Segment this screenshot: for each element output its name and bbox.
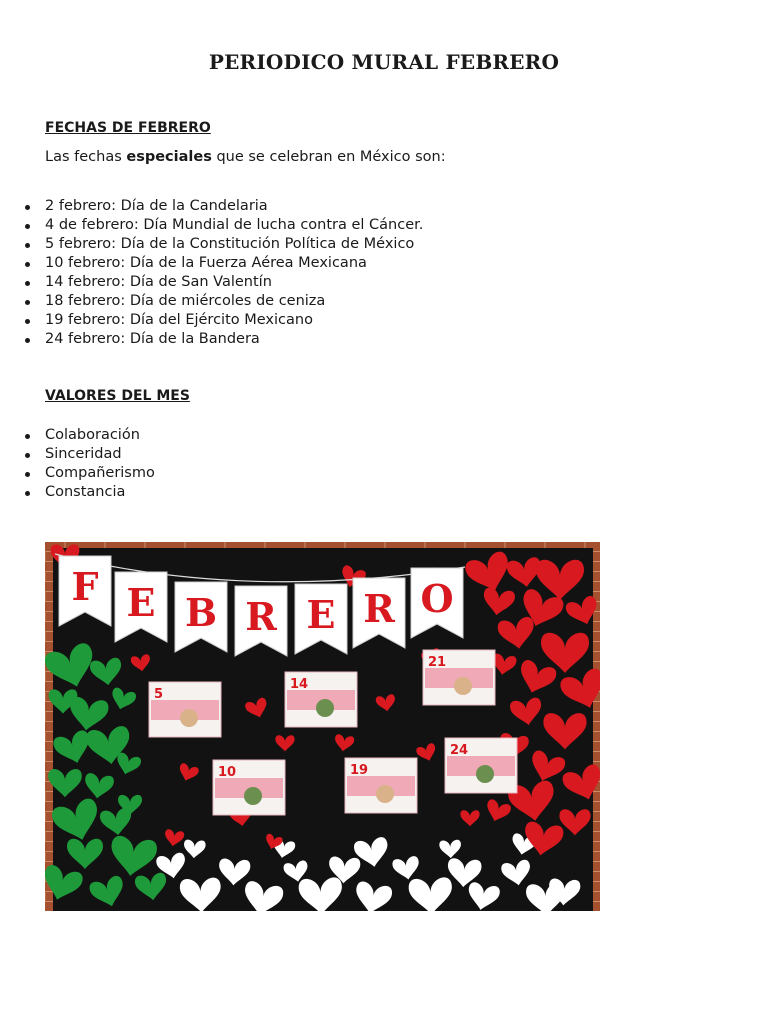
- list-item: Compañerismo: [0, 464, 155, 483]
- banner-letter: R: [245, 594, 277, 639]
- card-number: 19: [350, 763, 369, 778]
- intro-prefix: Las fechas: [45, 149, 127, 165]
- list-item: 19 febrero: Día del Ejército Mexicano: [0, 311, 423, 330]
- list-item: 5 febrero: Día de la Constitución Política de México: [0, 235, 423, 254]
- picture-card: [149, 682, 221, 737]
- picture-card: [285, 672, 357, 727]
- bulletin-board-illustration: [45, 542, 600, 911]
- intro-paragraph: [45, 149, 446, 165]
- list-item: 24 febrero: Día de la Bandera: [0, 330, 423, 349]
- list-item: 2 febrero: Día de la Candelaria: [0, 197, 423, 216]
- section-heading-valores: VALORES DEL MES: [45, 388, 190, 404]
- card-number: 21: [428, 655, 447, 670]
- list-item: 18 febrero: Día de miércoles de ceniza: [0, 292, 423, 311]
- intro-bold: especiales: [126, 149, 212, 165]
- list-item: Constancia: [0, 483, 155, 502]
- card-number: 10: [218, 765, 237, 780]
- card-number: 5: [154, 687, 164, 702]
- picture-card: [345, 758, 417, 813]
- banner-letter: O: [420, 576, 454, 621]
- card-number: 24: [450, 743, 469, 758]
- list-item: Colaboración: [0, 426, 155, 445]
- section-heading-fechas: FECHAS DE FEBRERO: [45, 120, 211, 136]
- list-item: 4 de febrero: Día Mundial de lucha contra el Cáncer.: [0, 216, 423, 235]
- list-item: 10 febrero: Día de la Fuerza Aérea Mexicana: [0, 254, 423, 273]
- dates-list: [0, 197, 423, 349]
- page-title: PERIODICO MURAL FEBRERO: [208, 50, 560, 74]
- bulletin-board-photo: [45, 542, 600, 911]
- picture-card: [445, 738, 517, 793]
- banner-letter: B: [184, 590, 218, 635]
- picture-card: [423, 650, 495, 705]
- card-number: 14: [290, 677, 309, 692]
- banner-letter: R: [363, 586, 395, 631]
- list-item: 14 febrero: Día de San Valentín: [0, 273, 423, 292]
- intro-suffix: que se celebran en México son:: [211, 149, 446, 165]
- values-list: [0, 426, 155, 502]
- picture-card: [213, 760, 285, 815]
- banner-letter: F: [71, 564, 99, 609]
- banner-letter: E: [126, 580, 156, 625]
- banner-letter: E: [306, 592, 336, 637]
- list-item: Sinceridad: [0, 445, 155, 464]
